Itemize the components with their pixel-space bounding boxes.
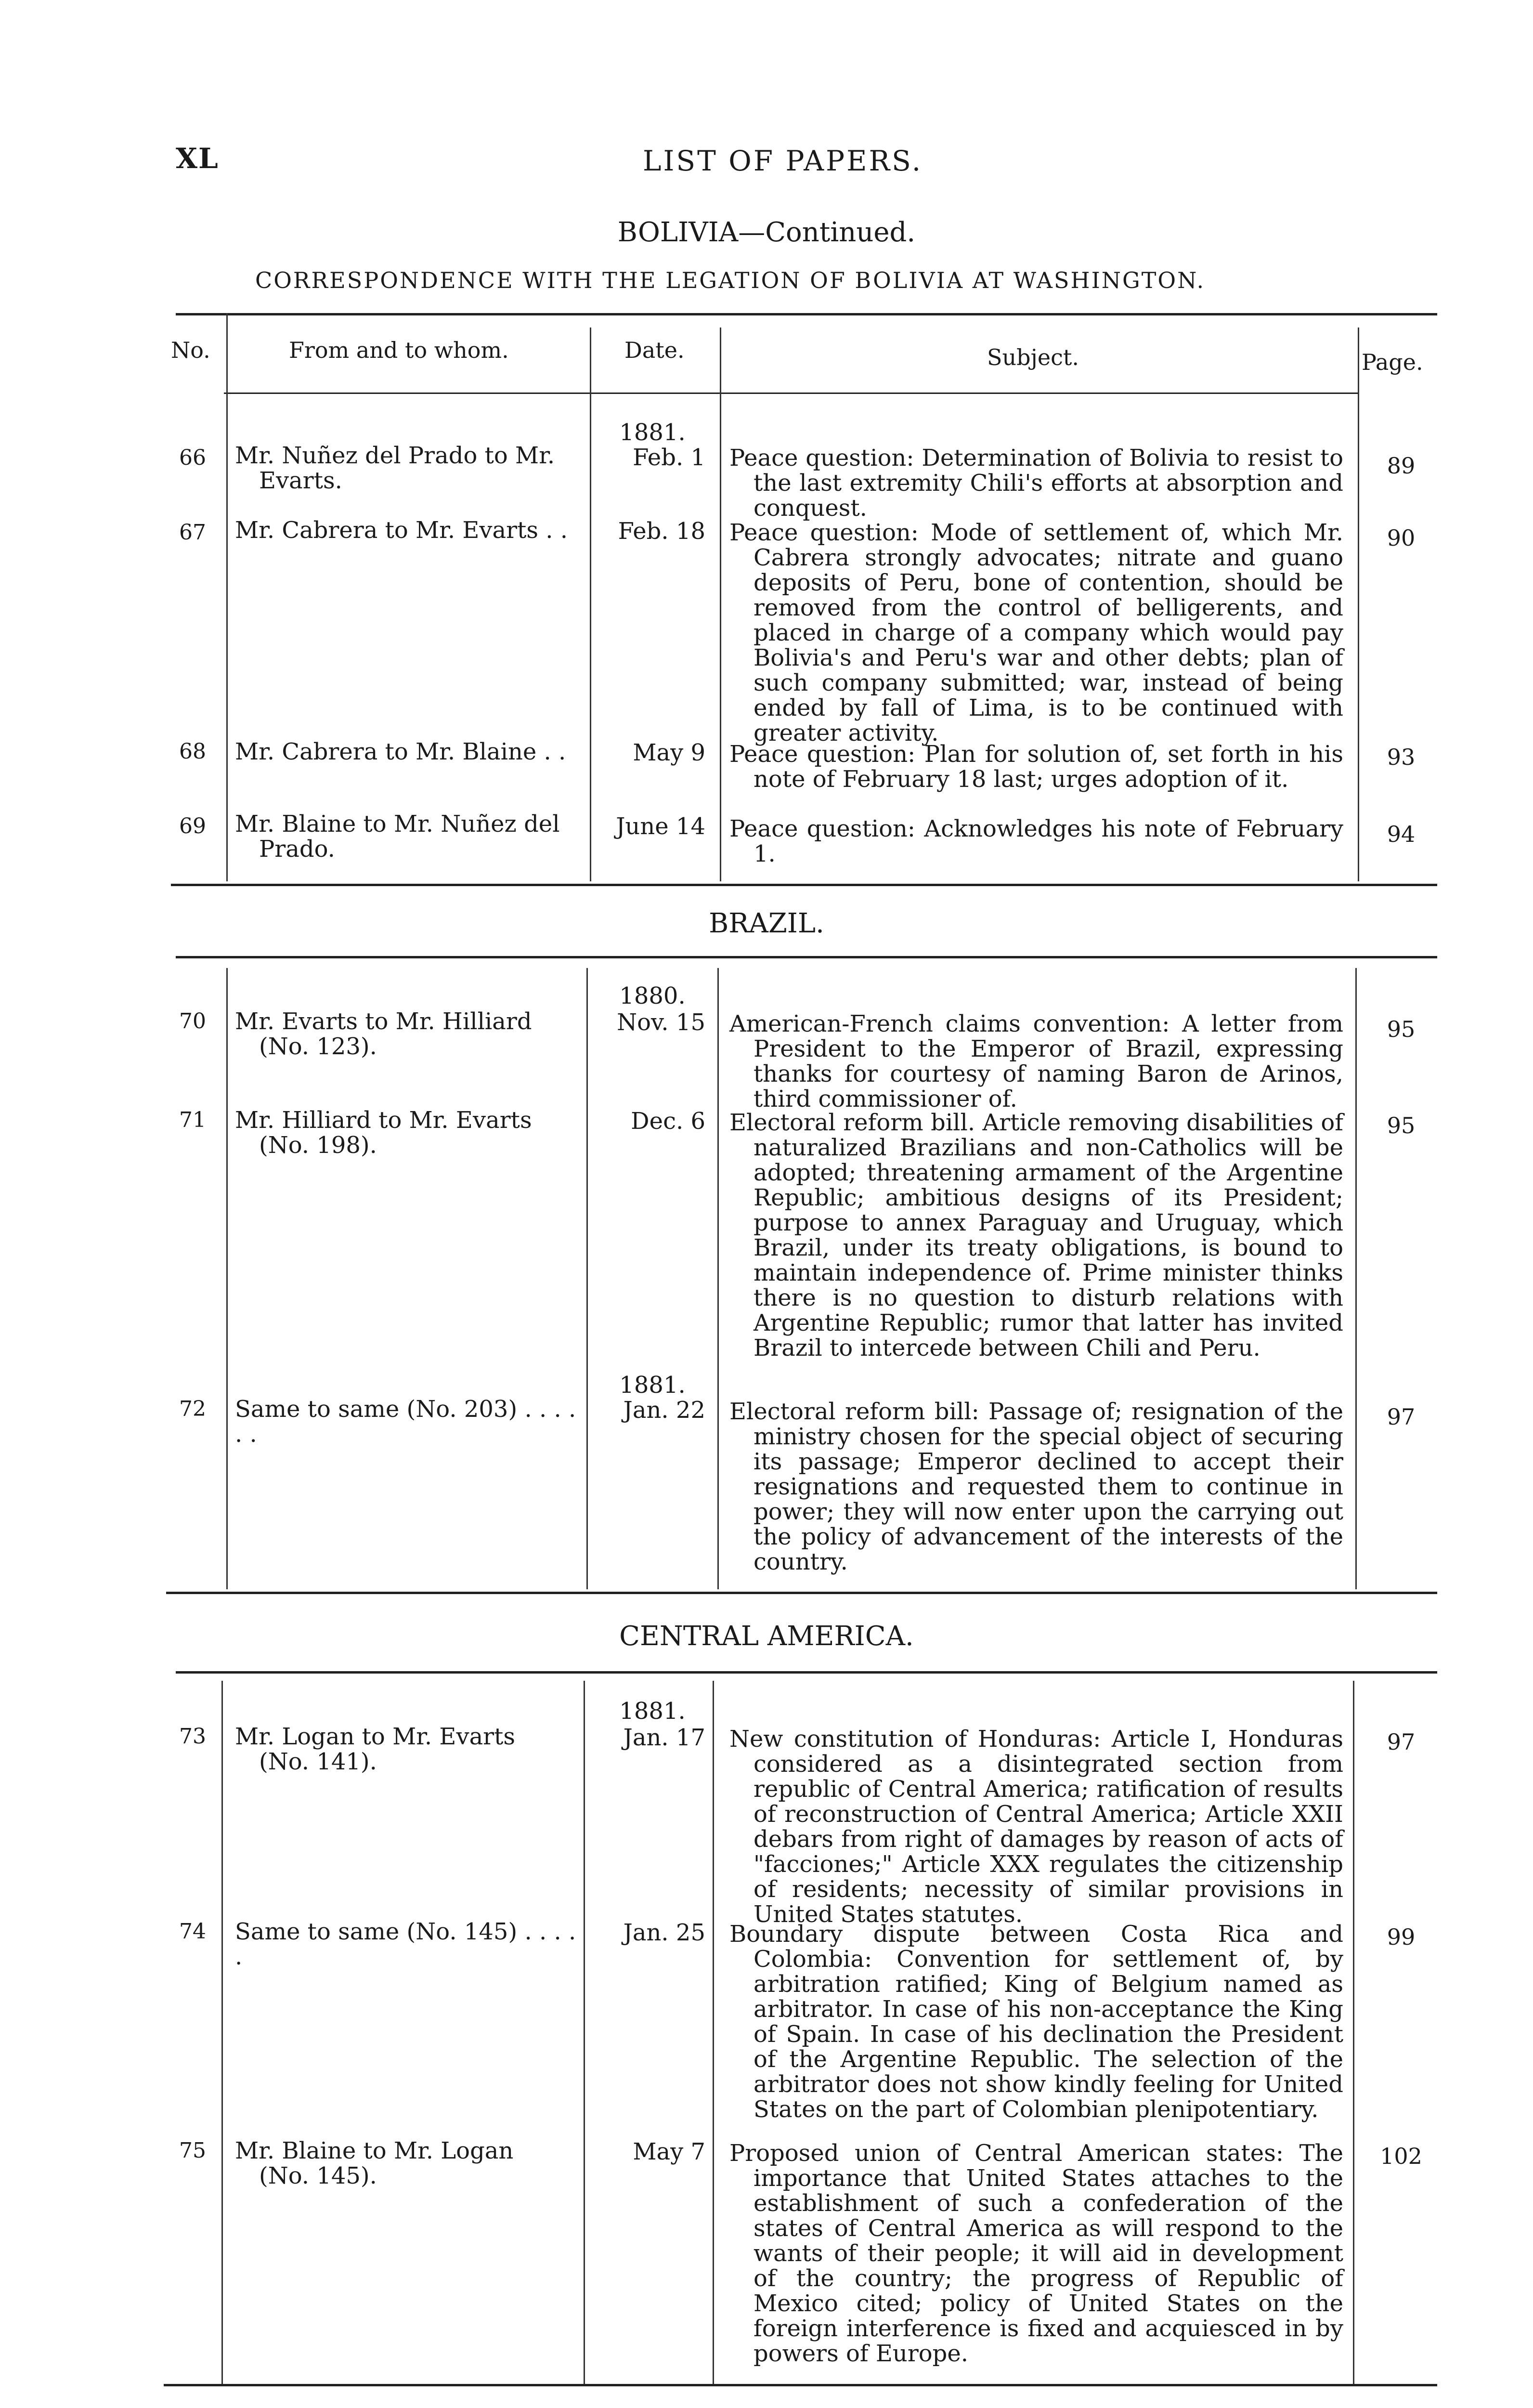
correspondents-line-1: Mr. Blaine to Mr. Nuñez del [235, 811, 560, 838]
table-top-rule [176, 313, 1437, 315]
row-number: 72 [179, 1397, 206, 1421]
col-line [590, 327, 591, 881]
row-page: 99 [1387, 1924, 1416, 1950]
row-date: May 9 [633, 739, 705, 766]
correspondents-line-2: (No. 145). [259, 2162, 377, 2189]
row-page: 90 [1387, 525, 1416, 551]
central-america-table-bottom-rule [164, 2384, 1437, 2386]
row-year: 1881. [619, 419, 686, 446]
correspondents-line-1: Same to same (No. 145) . . . . . [235, 1918, 576, 1970]
row-page: 89 [1387, 453, 1416, 479]
running-title: LIST OF PAPERS. [643, 144, 923, 177]
col-line [1358, 327, 1359, 881]
header-rule [224, 393, 1358, 394]
row-date: Dec. 6 [631, 1108, 705, 1135]
row-number: 74 [179, 1919, 206, 1944]
row-number: 75 [179, 2138, 206, 2163]
col-line [221, 1681, 223, 2384]
row-year: 1880. [619, 982, 686, 1009]
row-page: 97 [1387, 1729, 1416, 1755]
row-subject: Proposed union of Central American states: The importance that United States attaches to the establishment of such a confederation of the states of Central America as will respond to the wants of their people; it will aid in development of the country; the progress of Republic of Mexico cited; policy of United States on the foreign interference is fixed and acquiesced in by powers of Europe. [729, 2140, 1343, 2367]
row-number: 70 [179, 1009, 206, 1034]
col-line [717, 968, 719, 1589]
column-header-page: Page. [1362, 349, 1423, 375]
row-date: Jan. 25 [623, 1919, 705, 1946]
col-line [584, 1681, 585, 2384]
col-line [713, 1681, 714, 2384]
row-date: May 7 [633, 2138, 705, 2165]
correspondents-line-2: (No. 141). [259, 1748, 377, 1775]
row-number: 73 [179, 1724, 206, 1749]
row-subject: American-French claims convention: A letter from President to the Emperor of Brazil, expressing thanks for courtesy of naming Baron de Arinos, third commissioner of. [729, 1010, 1343, 1112]
row-page: 95 [1387, 1016, 1416, 1042]
brazil-table-bottom-rule [166, 1592, 1437, 1594]
row-correspondents [235, 518, 582, 543]
row-correspondents [235, 1108, 582, 1158]
row-correspondents [235, 811, 582, 862]
section-title-bolivia: BOLIVIA—Continued. [617, 217, 916, 248]
row-subject: Peace question: Mode of settlement of, which Mr. Cabrera strongly advocates; nitrate and guano deposits of Peru, bone of contention, should be removed from the control of belligerents, and placed in charge of a company which would pay Bolivia's and Peru's war and other debts; plan of such company submitted; war, instead of being ended by fall of Lima, is to be continued with greater activity. [729, 519, 1343, 746]
row-correspondents [235, 443, 582, 493]
section-title-brazil: BRAZIL. [709, 908, 824, 939]
correspondents-line-1: Mr. Cabrera to Mr. Evarts . . [235, 517, 568, 544]
correspondents-line-1: Mr. Hilliard to Mr. Evarts [235, 1107, 532, 1134]
row-subject: Electoral reform bill: Passage of; resignation of the ministry chosen for the special object of securing its passage; Emperor declined to accept their resignations and requested them to continue in power; they will now enter upon the carrying out the policy of advancement of the interests of the country. [729, 1398, 1343, 1575]
row-date: Jan. 17 [623, 1724, 705, 1751]
row-correspondents [235, 1009, 582, 1059]
row-date: June 14 [616, 813, 705, 840]
page-folio: XL [176, 142, 219, 175]
row-subject: Peace question: Plan for solution of, set forth in his note of February 18 last; urges adoption of it. [729, 741, 1343, 793]
row-date: Feb. 18 [618, 518, 705, 545]
col-line [226, 313, 228, 881]
row-page: 95 [1387, 1112, 1416, 1139]
row-subject: Peace question: Acknowledges his note of February 1. [729, 815, 1343, 867]
row-number: 71 [179, 1108, 206, 1132]
row-page: 94 [1387, 821, 1416, 847]
row-year: 1881. [619, 1698, 686, 1725]
row-subject: Boundary dispute between Costa Rica and Colombia: Convention for settlement of, by arbitration ratified; King of Belgium named as arbitrator. In case of his non-acceptance the King of Spain. In case of his declination the President of the Argentine Republic. The selection of the arbitrator does not show kindly feeling for United States on the part of Colombian plenipotentiary. [729, 1921, 1343, 2123]
correspondents-line-1: Mr. Logan to Mr. Evarts [235, 1723, 516, 1750]
bolivia-table-bottom-rule [171, 884, 1437, 886]
row-year: 1881. [619, 1372, 686, 1399]
column-header-subject: Subject. [987, 344, 1079, 370]
correspondents-line-2: Prado. [259, 836, 335, 863]
col-line [1355, 968, 1357, 1589]
row-correspondents [235, 1397, 582, 1447]
correspondents-line-1: Same to same (No. 203) . . . . . . [235, 1396, 576, 1448]
row-subject: Peace question: Determination of Bolivia to resist to the last extremity Chili's efforts at absorption and conquest. [729, 445, 1343, 522]
row-page: 93 [1387, 744, 1416, 770]
row-date: Jan. 22 [623, 1397, 705, 1424]
correspondents-line-1: Mr. Nuñez del Prado to Mr. [235, 442, 555, 469]
section-title-central-america: CENTRAL AMERICA. [619, 1621, 914, 1652]
correspondents-line-1: Mr. Cabrera to Mr. Blaine . . [235, 738, 566, 765]
row-correspondents [235, 2138, 582, 2188]
row-number: 69 [179, 814, 206, 838]
row-date: Feb. 1 [633, 444, 705, 471]
correspondents-line-2: (No. 198). [259, 1132, 377, 1159]
row-number: 67 [179, 520, 206, 545]
central-america-top-rule [176, 1671, 1437, 1674]
col-line [720, 327, 721, 881]
row-number: 66 [179, 445, 206, 470]
row-date: Nov. 15 [617, 1009, 705, 1036]
column-header-date: Date. [624, 337, 685, 363]
row-correspondents [235, 1724, 582, 1774]
row-number: 68 [179, 739, 206, 764]
column-header-from: From and to whom. [289, 337, 509, 363]
col-line [1353, 1681, 1354, 2384]
col-line [226, 968, 228, 1589]
row-subject: New constitution of Honduras: Article I, Honduras considered as a disintegrated section from republic of Central America; ratification of results of reconstruction of Central America; Article XXII debars from right of damages by reason of acts of "facciones;" Article XXX regulates the citizenship of residents; necessity of similar provisions in United States statutes. [729, 1726, 1343, 1928]
row-page: 97 [1387, 1404, 1416, 1430]
correspondents-line-2: Evarts. [259, 467, 342, 494]
row-page: 102 [1380, 2143, 1422, 2169]
correspondents-line-1: Mr. Blaine to Mr. Logan [235, 2137, 514, 2164]
correspondents-line-2: (No. 123). [259, 1033, 377, 1060]
correspondents-line-1: Mr. Evarts to Mr. Hilliard [235, 1008, 532, 1035]
row-correspondents [235, 739, 582, 764]
brazil-top-rule [176, 956, 1437, 958]
col-line [586, 968, 588, 1589]
row-correspondents [235, 1919, 582, 1969]
column-header-no: No. [171, 337, 210, 363]
row-subject: Electoral reform bill. Article removing disabilities of naturalized Brazilians and non-Catholics will be adopted; threatening armament of the Argentine Republic; ambitious designs of its President; purpose to annex Paraguay and Uruguay, which Brazil, under its treaty obligations, is bound to maintain independence of. Prime minister thinks there is no question to disturb relations with Argentine Republic; rumor that latter has invited Brazil to intercede between Chili and Peru. [729, 1109, 1343, 1361]
section-subtitle-bolivia: CORRESPONDENCE WITH THE LEGATION OF BOLIVIA AT WASHINGTON. [255, 267, 1206, 293]
